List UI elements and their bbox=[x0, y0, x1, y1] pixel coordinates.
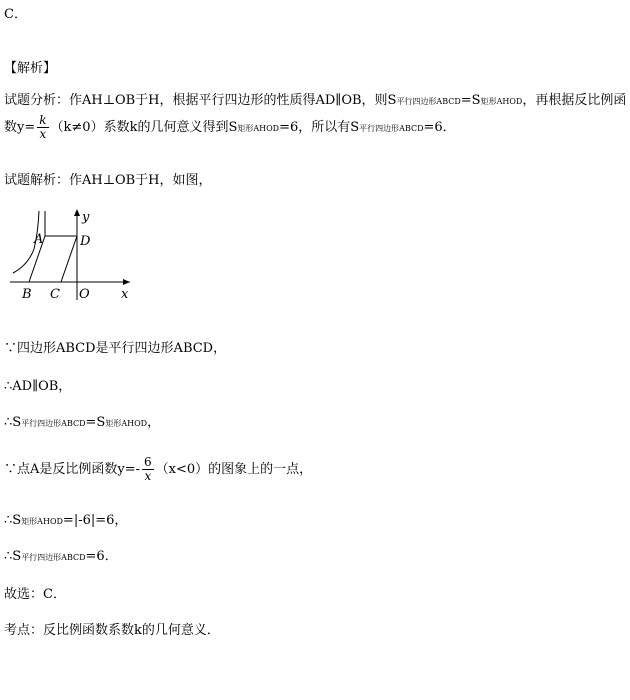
hint-text: 数y= bbox=[4, 120, 36, 135]
label-y: y bbox=[82, 210, 90, 225]
equals-text: =S bbox=[85, 415, 106, 430]
x-axis-arrow bbox=[123, 279, 130, 285]
step-4 bbox=[4, 455, 312, 485]
y-axis-arrow bbox=[74, 209, 80, 216]
hint-text: ，再根据反比例函 bbox=[522, 93, 627, 108]
step-text: =6． bbox=[85, 549, 118, 564]
label-A: A bbox=[34, 232, 44, 247]
step-5 bbox=[4, 512, 127, 531]
fraction-k-over-x bbox=[37, 114, 48, 141]
conclusion: 故选：C． bbox=[4, 587, 66, 602]
step-text: ∴S bbox=[4, 549, 22, 564]
step-text: =|-6|=6， bbox=[62, 513, 128, 528]
step-text: ， bbox=[147, 415, 161, 430]
hint-text: （k≠0）系数k的几何意义得到S bbox=[50, 120, 238, 135]
fraction-denominator: x bbox=[144, 469, 152, 483]
step-3 bbox=[4, 414, 160, 433]
step-2: ∴AD∥OB， bbox=[4, 379, 72, 394]
fraction-numerator: k bbox=[39, 113, 47, 127]
hint-line-2 bbox=[4, 114, 456, 143]
hint-text: 试题分析：作AH⊥OB于H，根据平行四边形的性质得AD∥OB，则S bbox=[4, 93, 397, 108]
subscript: 平行四边形ABCD bbox=[359, 124, 424, 133]
analysis-heading: 【解析】 bbox=[4, 61, 57, 76]
step-text: ∴S bbox=[4, 415, 22, 430]
fraction-6-over-x bbox=[142, 456, 154, 483]
step-text: ∵点A是反比例函数y=- bbox=[4, 462, 141, 477]
step-1: ∵四边形ABCD是平行四边形ABCD， bbox=[4, 341, 227, 356]
knowledge-point: 考点：反比例函数系数k的几何意义． bbox=[4, 623, 220, 638]
label-D: D bbox=[80, 234, 91, 249]
label-C: C bbox=[50, 287, 60, 300]
label-x: x bbox=[121, 287, 129, 300]
geometry-figure bbox=[10, 205, 140, 300]
hint-text: =6． bbox=[423, 120, 456, 135]
subscript: 矩形AHOD bbox=[237, 124, 280, 133]
step-text: （x<0）的图象上的一点， bbox=[155, 462, 313, 477]
equals-text: =S bbox=[460, 93, 481, 108]
step-text: ∴S bbox=[4, 513, 22, 528]
label-B: B bbox=[22, 287, 32, 300]
subscript: 平行四边形ABCD bbox=[21, 553, 86, 562]
step-6 bbox=[4, 548, 118, 567]
solution-intro: 试题解析：作AH⊥OB于H，如图， bbox=[4, 173, 212, 188]
answer-line: C． bbox=[4, 7, 27, 22]
segment-DC bbox=[61, 236, 77, 282]
hint-text: =6，所以有S bbox=[279, 120, 360, 135]
fraction-denominator: x bbox=[39, 127, 47, 141]
fraction-numerator: 6 bbox=[144, 455, 152, 469]
subscript: 矩形AHOD bbox=[21, 517, 63, 526]
subscript: 矩形AHOD bbox=[480, 97, 523, 106]
subscript: 平行四边形ABCD bbox=[21, 419, 86, 428]
subscript: 平行四边形ABCD bbox=[396, 97, 461, 106]
subscript: 矩形AHOD bbox=[105, 419, 148, 428]
hint-line-1 bbox=[4, 92, 626, 111]
label-O: O bbox=[79, 287, 90, 300]
